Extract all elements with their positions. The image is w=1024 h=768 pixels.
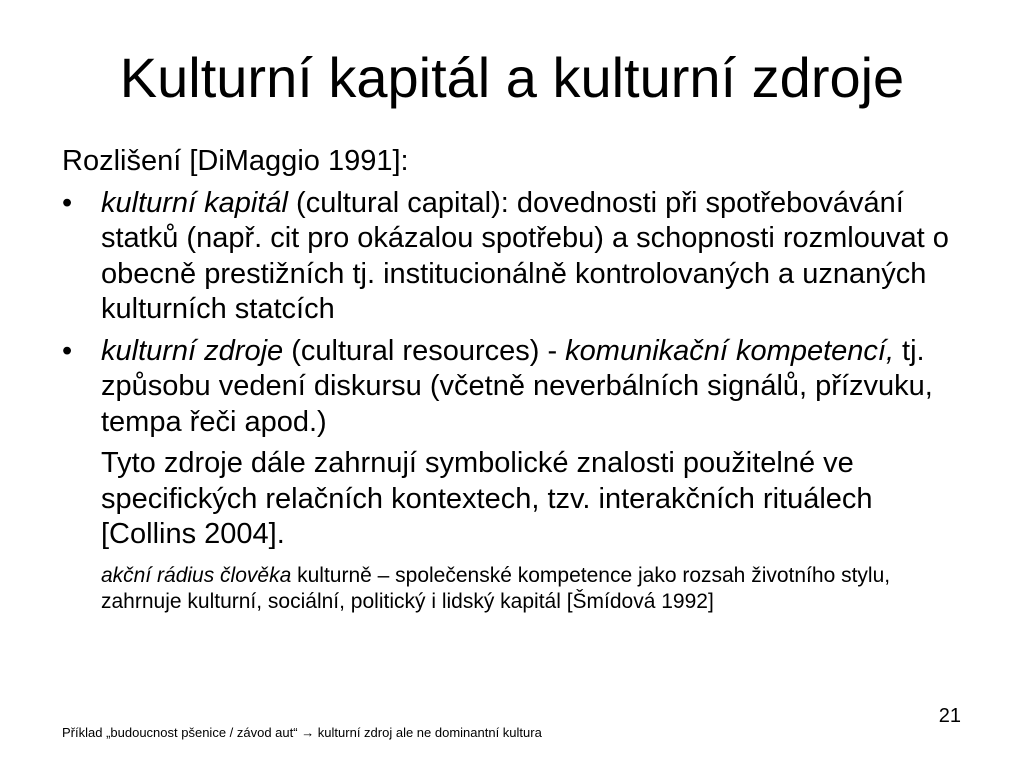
term-cultural-capital: kulturní kapitál	[101, 186, 288, 219]
bullet-cultural-capital	[62, 186, 962, 328]
bullet-cultural-resources	[62, 334, 962, 441]
bullet-cultural-resources-text-b: tj. způsobu vedení diskursu (včetně neverbálních signálů, přízvuku, tempa řeči apod.)	[101, 334, 933, 438]
intro-line: Rozlišení [DiMaggio 1991]:	[62, 145, 409, 177]
footnote: Příklad „budoucnost pšenice / závod aut“ → kulturní zdroj ale ne dominantní kultura	[62, 725, 542, 740]
term-action-radius: akční rádius člověka	[101, 563, 292, 587]
slide-body	[62, 144, 962, 615]
page-number: 21	[938, 705, 961, 727]
bullet-cultural-resources-text-a: (cultural resources) -	[283, 334, 566, 367]
bullet-icon: •	[62, 334, 73, 367]
action-radius-paragraph	[62, 563, 931, 615]
symbolic-knowledge-paragraph: Tyto zdroje dále zahrnují symbolické znalosti použitelné ve specifických relačních kontextech, tzv. interakčních rituálech [Collins 2004].	[101, 447, 873, 550]
bullet-icon: •	[62, 186, 73, 219]
term-cultural-resources: kulturní zdroje	[101, 334, 284, 367]
bullet-cultural-capital-text: (cultural capital): dovednosti při spotřebovávání statků (např. cit pro okázalou spotřebu) a schopnosti rozmlouvat o obecně prestižních tj. institucionálně kontrolovaných a uznaných kulturních statcích	[101, 186, 949, 325]
slide-title: Kulturní kapitál a kulturní zdroje	[119, 46, 905, 109]
action-radius-text: kulturně – společenské kompetence jako rozsah životního stylu, zahrnuje kulturní, sociální, politický i lidský kapitál [Šmídová 1992]	[101, 563, 891, 613]
term-communicative-competence: komunikační kompetencí,	[565, 334, 894, 367]
